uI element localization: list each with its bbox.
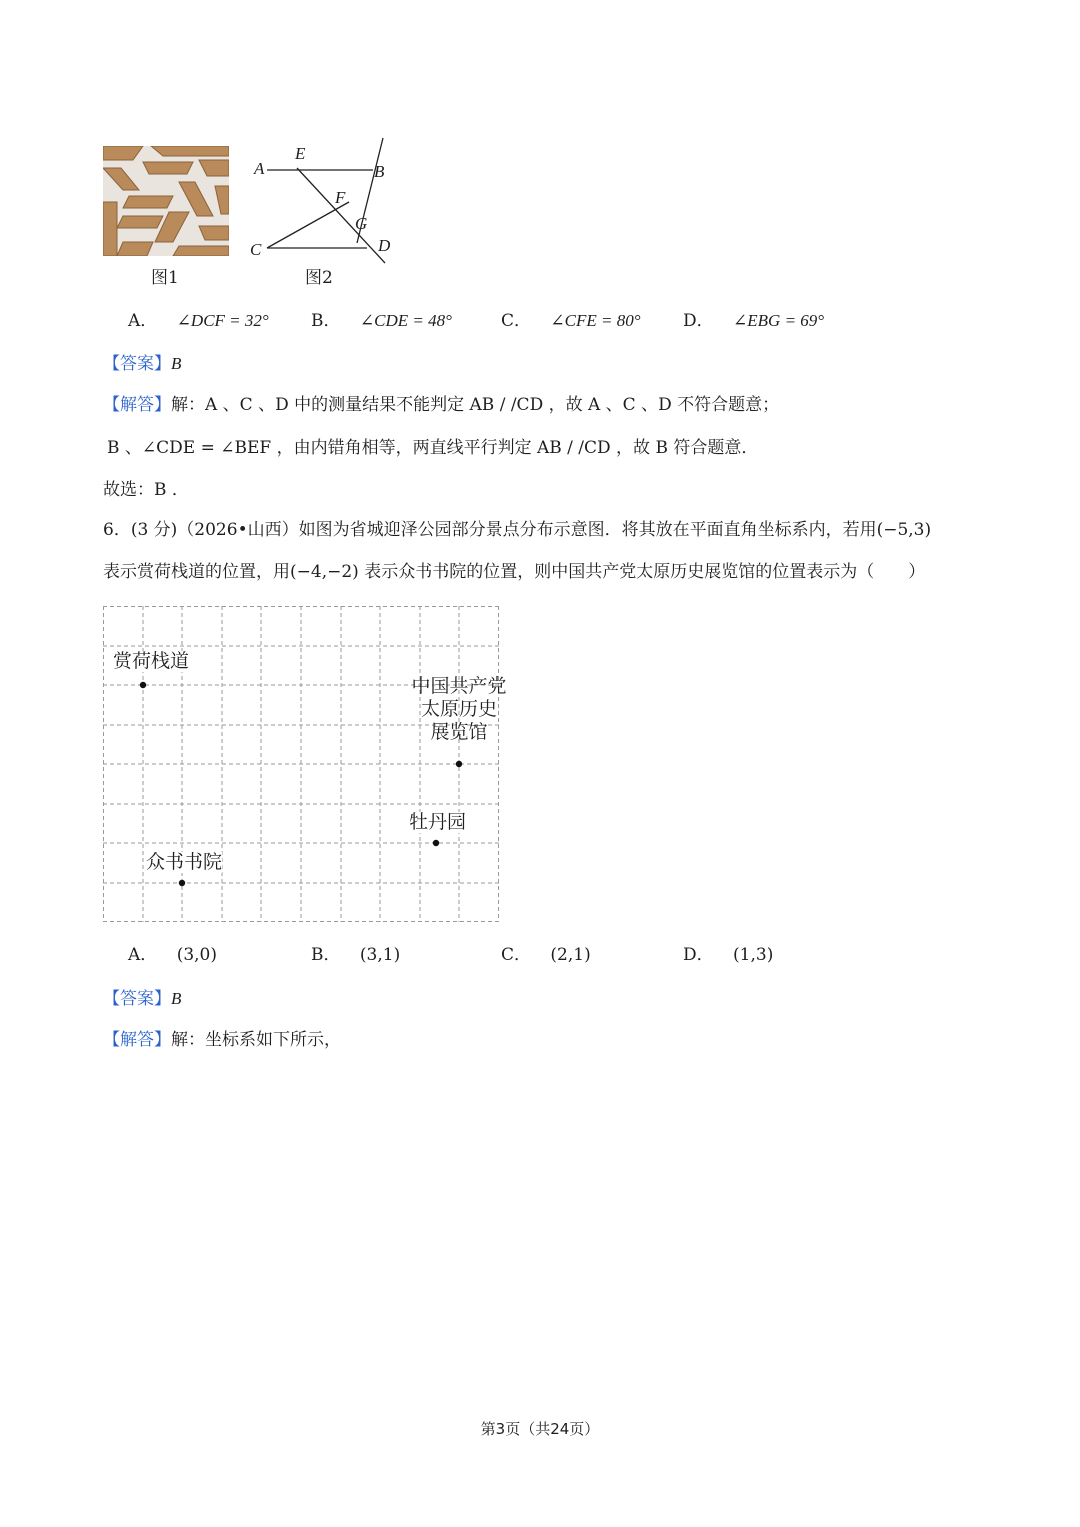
q6-option-c bbox=[501, 947, 591, 964]
park-map bbox=[103, 606, 507, 922]
figure2-caption: 图2 bbox=[305, 268, 333, 288]
option-text: ∠CDE = 48° bbox=[359, 311, 452, 330]
point-b-label: B bbox=[374, 162, 385, 181]
answer-tag: 【答案】 bbox=[103, 989, 171, 1009]
peony-label: 牡丹园 bbox=[409, 811, 467, 833]
q5-solution-line1 bbox=[103, 397, 779, 414]
lattice-illustration bbox=[103, 146, 229, 256]
option-text: ∠DCF = 32° bbox=[176, 311, 269, 330]
solution-tag: 【解答】 bbox=[103, 1030, 171, 1050]
option-text: ∠EBG = 69° bbox=[733, 311, 825, 330]
museum-label bbox=[403, 675, 515, 744]
q6-stem-line2: 表示赏荷栈道的位置，用(−4,−2) 表示众书书院的位置，则中国共产党太原历史展览馆的位置表示为（ ） bbox=[103, 562, 926, 582]
option-letter: D． bbox=[683, 945, 714, 965]
q6-answer bbox=[103, 990, 181, 1008]
q5-answer bbox=[103, 355, 181, 373]
q6-stem-line1: 6．(3 分)（2026•山西）如图为省城迎泽公园部分景点分布示意图．将其放在平面直角坐标系内，若用(−5,3) bbox=[103, 520, 932, 540]
point-a-label: A bbox=[254, 159, 265, 178]
option-text: (3,1) bbox=[359, 945, 401, 965]
museum-label-line3: 展览馆 bbox=[430, 721, 488, 743]
option-text: (3,0) bbox=[176, 945, 217, 965]
option-text: (2,1) bbox=[550, 945, 591, 965]
figure1-caption: 图1 bbox=[151, 268, 179, 288]
q6-option-d bbox=[683, 947, 773, 964]
solution-tag: 【解答】 bbox=[103, 395, 171, 415]
solution-text: 解：A 、C 、D 中的测量结果不能判定 AB / /CD ，故 A 、C 、D 不符合题意； bbox=[171, 395, 780, 415]
option-letter: B． bbox=[311, 311, 341, 331]
q5-option-c bbox=[501, 312, 641, 330]
answer-value: B bbox=[171, 354, 182, 373]
academy-label: 众书书院 bbox=[146, 851, 223, 873]
option-letter: B． bbox=[311, 945, 341, 965]
academy-point bbox=[179, 880, 185, 886]
option-letter: D． bbox=[683, 311, 714, 331]
geometry-figure bbox=[245, 135, 395, 265]
q5-option-a bbox=[128, 312, 269, 330]
point-g-label: G bbox=[355, 214, 368, 233]
option-text: ∠CFE = 80° bbox=[550, 311, 641, 330]
q5-option-d bbox=[683, 312, 824, 330]
q5-solution-line2: B 、∠CDE = ∠BEF ，由内错角相等，两直线平行判定 AB / /CD ，故 B 符合题意． bbox=[107, 438, 759, 458]
option-letter: C． bbox=[501, 311, 532, 331]
peony-point bbox=[433, 840, 439, 846]
museum-point bbox=[456, 761, 462, 767]
answer-value: B bbox=[171, 989, 182, 1008]
solution-text: 解：坐标系如下所示， bbox=[171, 1030, 341, 1050]
museum-label-line2: 太原历史 bbox=[420, 698, 497, 720]
lattice-photo bbox=[103, 146, 229, 256]
point-e-label: E bbox=[295, 144, 306, 163]
option-letter: C． bbox=[501, 945, 532, 965]
point-c-label: C bbox=[250, 240, 262, 259]
q6-option-a bbox=[128, 947, 217, 964]
q5-solution-line3: 故选：B ． bbox=[103, 480, 189, 500]
q6-solution bbox=[103, 1032, 341, 1049]
museum-label-line1: 中国共产党 bbox=[411, 675, 507, 697]
q6-option-b bbox=[311, 947, 400, 964]
point-f-label: F bbox=[335, 188, 346, 207]
option-letter: A． bbox=[128, 945, 158, 965]
geometry-diagram bbox=[245, 135, 395, 265]
lotus-label: 赏荷栈道 bbox=[113, 650, 190, 672]
point-d-label: D bbox=[378, 236, 391, 255]
page-footer: 第3页（共24页） bbox=[480, 1420, 600, 1438]
option-letter: A． bbox=[128, 311, 158, 331]
q5-option-b bbox=[311, 312, 452, 330]
option-text: (1,3) bbox=[733, 945, 774, 965]
answer-tag: 【答案】 bbox=[103, 354, 171, 374]
lotus-point bbox=[140, 682, 146, 688]
